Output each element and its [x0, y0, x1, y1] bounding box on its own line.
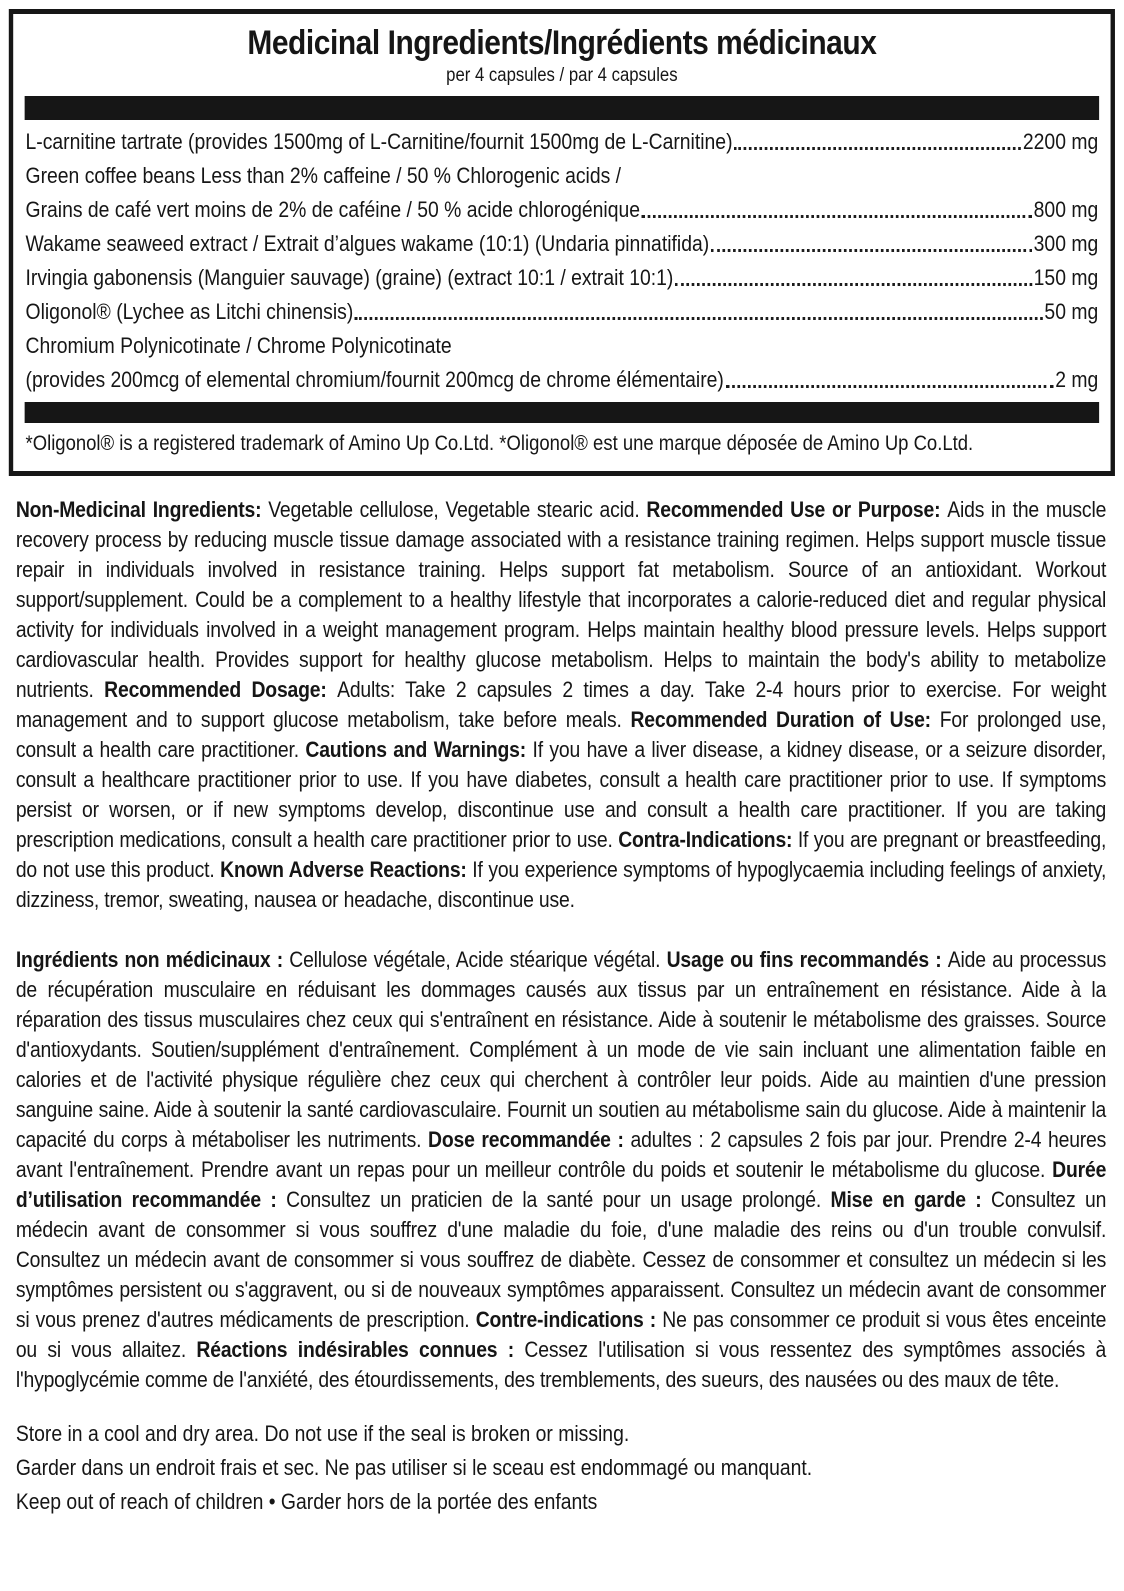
section-heading-inline: Dose recommandée : — [428, 1126, 631, 1152]
ingredient-row — [26, 295, 1099, 329]
ingredient-amount: 150 mg — [1033, 264, 1099, 290]
dot-leader — [355, 317, 1043, 320]
section-text: Aide au processus de récupération musculaire en réduisant les dommages causés aux tissus par un entraînement en résistance. Aide à la réparation des tissus musculaires chez ceux qui s'entraînent en résistance. Aide à soutenir le métabolisme des graisses. Source d'antioxydants. Soutien/supplément d'entraînement. Complément à un mode de vie sain incluant une alimentation faible en calories et de l'activité physique régulière chez ceux qui cherchent à contrôler leur poids. Aide au maintien d'une pression sanguine saine. Aide à soutenir la santé cardiovasculaire. Fournit un soutien au métabolisme sain du glucose. Aide à maintenir la capacité du corps à métaboliser les nutriments. — [15, 946, 1107, 1152]
ingredient-name: Chromium Polynicotinate / Chrome Polynicotinate — [25, 332, 452, 358]
ingredient-name: Grains de café vert moins de 2% de caféine / 50 % acide chlorogénique — [25, 196, 641, 222]
storage-line: Keep out of reach of children • Garder hors de la portée des enfants — [15, 1488, 598, 1514]
divider-bar-bottom — [25, 402, 1099, 423]
ingredient-amount: 50 mg — [1044, 298, 1099, 324]
ingredient-amount: 800 mg — [1033, 196, 1099, 222]
section-text: Cessez l'utilisation si vous ressentez des symptômes associés à l'hypoglycémie comme de l'anxiété, des étourdissements, des tremblements, des sueurs, des nausées ou des maux de tête. — [15, 1336, 1107, 1392]
ingredient-row — [26, 261, 1099, 295]
ingredient-name: Wakame seaweed extract / Extrait d’algues wakame (10:1) (Undaria pinnatifida) — [25, 230, 710, 256]
french-info-paragraph — [0, 945, 1124, 1395]
ingredient-name: Irvingia gabonensis (Manguier sauvage) (graine) (extract 10:1 / extrait 10:1) — [25, 264, 674, 290]
dot-leader — [642, 215, 1032, 218]
english-info-paragraph — [0, 495, 1124, 915]
ingredient-row — [26, 227, 1099, 261]
section-heading-inline: Recommended Dosage: — [104, 676, 338, 702]
section-heading-inline: Durée d’utilisation recommandée : — [15, 1156, 1107, 1212]
storage-line: Garder dans un endroit frais et sec. Ne pas utiliser si le sceau est endommagé ou manquant. — [15, 1454, 813, 1480]
section-text: Consultez un praticien de la santé pour un usage prolongé. — [286, 1186, 831, 1212]
label-canvas — [0, 9, 1124, 1519]
panel-title: Medicinal Ingredients/Ingrédients médicinaux — [247, 24, 877, 62]
dot-leader — [734, 147, 1021, 150]
dot-leader — [726, 385, 1054, 388]
section-heading-inline: Mise en garde : — [830, 1186, 992, 1212]
ingredient-amount: 300 mg — [1033, 230, 1099, 256]
section-text: adultes : 2 capsules 2 fois par jour. Prendre 2-4 heures avant l'entraînement. Prendre avant un repas pour un meilleur contrôle du poids et soutenir le métabolisme du glucose. — [15, 1126, 1107, 1182]
dot-leader — [711, 249, 1032, 252]
dot-leader — [675, 283, 1032, 286]
ingredient-amount: 2 mg — [1055, 366, 1099, 392]
ingredient-list — [13, 120, 1110, 397]
section-heading-inline: Known Adverse Reactions: — [220, 856, 473, 882]
ingredient-row — [26, 193, 1099, 227]
storage-instructions — [0, 1417, 1124, 1519]
section-text: Cellulose végétale, Acide stéarique végétal. — [289, 946, 667, 972]
trademark-note: *Oligonol® is a registered trademark of Amino Up Co.Ltd. *Oligonol® est une marque déposée de Amino Up Co.Ltd. — [25, 431, 974, 455]
ingredient-row — [26, 329, 1099, 363]
ingredient-row — [26, 159, 1099, 193]
ingredient-row — [26, 363, 1099, 397]
section-heading-inline: Contra-Indications: — [618, 826, 798, 852]
panel-subtitle: per 4 capsules / par 4 capsules — [446, 64, 678, 86]
section-heading-inline: Réactions indésirables connues : — [196, 1336, 525, 1362]
divider-bar-top — [25, 96, 1099, 120]
ingredient-row — [26, 125, 1099, 159]
section-text: Vegetable cellulose, Vegetable stearic acid. — [268, 496, 647, 522]
section-text: Adults: Take 2 capsules 2 times a day. Take 2-4 hours prior to exercise. For weight management and to support glucose metabolism, take before meals. — [15, 676, 1107, 732]
section-text: If you experience symptoms of hypoglycaemia including feelings of anxiety, dizziness, tremor, sweating, nausea or headache, discontinue use. — [15, 856, 1107, 912]
section-heading-inline: Recommended Duration of Use: — [630, 706, 940, 732]
ingredient-name: L-carnitine tartrate (provides 1500mg of L-Carnitine/fournit 1500mg de L-Carnitine) — [25, 128, 733, 154]
ingredient-name: Oligonol® (Lychee as Litchi chinensis) — [25, 298, 354, 324]
section-text: For prolonged use, consult a health care practitioner. — [15, 706, 1107, 762]
section-text: Aids in the muscle recovery process by reducing muscle tissue damage associated with a resistance training regimen. Helps support muscle tissue repair in individuals involved in resistance training. Helps support fat metabolism. Source of an antioxidant. Workout support/supplement. Could be a complement to a healthy lifestyle that incorporates a calorie-reduced diet and regular physical activity for individuals involved in a weight management program. Helps maintain healthy blood pressure levels. Helps support cardiovascular health. Provides support for healthy glucose metabolism. Helps to maintain the body's ability to metabolize nutrients. — [15, 496, 1107, 702]
section-text: If you are pregnant or breastfeeding, do not use this product. — [15, 826, 1107, 882]
section-text: Consultez un médecin avant de consommer si vous souffrez d'une maladie du foie, d'une maladie des reins ou d'un trouble convulsif. Consultez un médecin avant de consommer si vous souffrez de diabète. Cessez de consommer et consultez un médecin si les symptômes persistent ou s'aggravent, ou si de nouveaux symptômes apparaissent. Consultez un médecin avant de consommer si vous prenez d'autres médicaments de prescription. — [15, 1186, 1107, 1332]
ingredient-amount: 2200 mg — [1022, 128, 1099, 154]
section-heading-inline: Usage ou fins recommandés : — [666, 946, 948, 972]
storage-line: Store in a cool and dry area. Do not use if the seal is broken or missing. — [15, 1420, 630, 1446]
section-text: If you have a liver disease, a kidney disease, or a seizure disorder, consult a healthcare practitioner prior to use. If you have diabetes, consult a health care practitioner prior to use. If symptoms persist or worsen, or if new symptoms develop, discontinue use and consult a health care practitioner. If you are taking prescription medications, consult a health care practitioner prior to use. — [15, 736, 1107, 852]
medicinal-ingredients-panel — [9, 9, 1115, 476]
section-heading-inline: Non-Medicinal Ingredients: — [15, 496, 269, 522]
ingredient-name: Green coffee beans Less than 2% caffeine / 50 % Chlorogenic acids / — [25, 162, 622, 188]
section-heading-inline: Recommended Use or Purpose: — [646, 496, 948, 522]
section-heading-inline: Cautions and Warnings: — [305, 736, 533, 762]
section-heading-inline: Contre-indications : — [475, 1306, 663, 1332]
section-heading-inline: Ingrédients non médicinaux : — [15, 946, 290, 972]
section-text: Ne pas consommer ce produit si vous êtes enceinte ou si vous allaitez. — [15, 1306, 1107, 1362]
ingredient-name: (provides 200mcg of elemental chromium/fournit 200mcg de chrome élémentaire) — [25, 366, 724, 392]
